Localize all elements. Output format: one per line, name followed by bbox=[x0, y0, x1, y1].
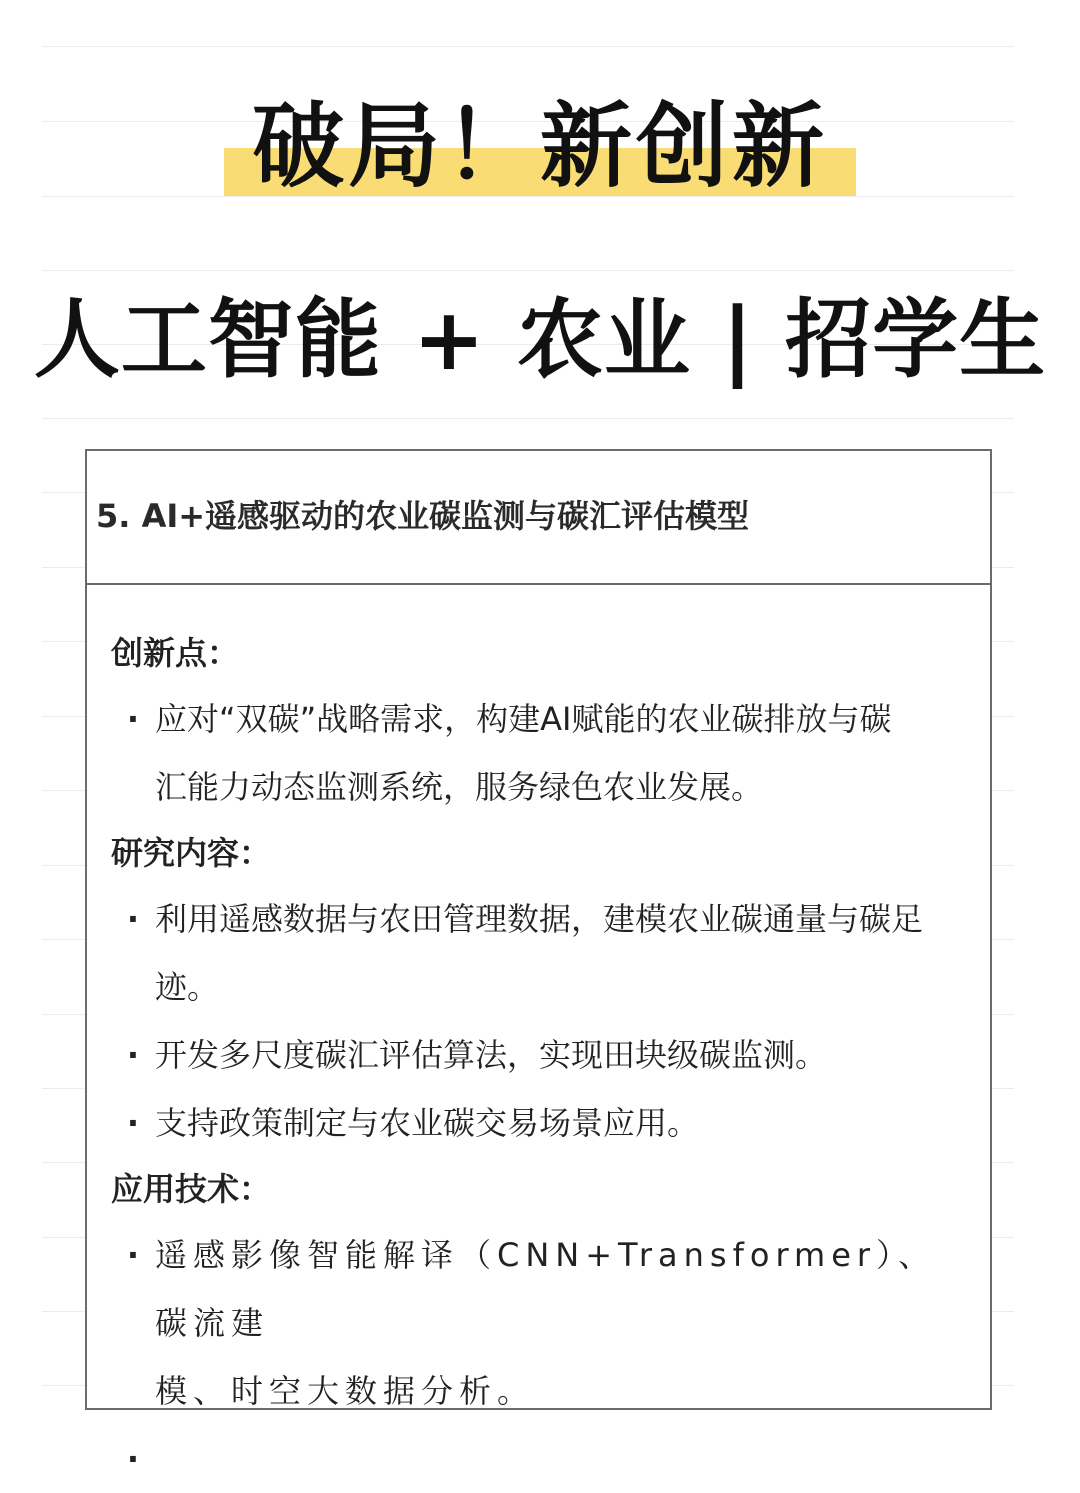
bullet-dot: · bbox=[126, 1104, 140, 1142]
bullet-item bbox=[111, 685, 970, 821]
bullet-item bbox=[111, 1021, 970, 1089]
bullet-dot: · bbox=[126, 900, 140, 938]
section-applied-technology bbox=[111, 1157, 970, 1493]
section-heading: 研究内容： bbox=[111, 834, 272, 872]
headline-primary bbox=[0, 92, 1080, 202]
bullet-dot: · bbox=[126, 700, 140, 738]
bullet-text: 支持政策制定与农业碳交易场景应用。 bbox=[155, 1104, 700, 1142]
topic-card-body bbox=[87, 585, 990, 1493]
section-innovation bbox=[111, 621, 970, 821]
bullet-text: 利用遥感数据与农田管理数据，建模农业碳通量与碳足 迹。 bbox=[155, 900, 924, 1006]
bullet-text: 应对“双碳”战略需求，构建AI赋能的农业碳排放与碳 汇能力动态监测系统，服务绿色农业发展。 bbox=[155, 700, 892, 806]
section-heading: 应用技术： bbox=[111, 1170, 272, 1208]
section-heading: 创新点： bbox=[111, 634, 240, 672]
bullet-text bbox=[155, 1425, 970, 1493]
bullet-text: 开发多尺度碳汇评估算法，实现田块级碳监测。 bbox=[155, 1036, 828, 1074]
ruled-line bbox=[42, 270, 1014, 271]
headline-secondary: 人工智能 + 农业 | 招学生 bbox=[33, 290, 1047, 390]
topic-card bbox=[85, 449, 992, 1478]
bullet-item bbox=[111, 1221, 970, 1425]
headline-primary-text: 破局！新创新 bbox=[251, 93, 828, 200]
bullet-item bbox=[111, 1089, 970, 1157]
bullet-dot: · bbox=[126, 1036, 140, 1074]
bullet-item bbox=[111, 885, 970, 1021]
bullet-item bbox=[111, 1425, 970, 1493]
section-research-content bbox=[111, 821, 970, 1157]
bullet-dot: · bbox=[126, 1440, 140, 1478]
bullet-dot: · bbox=[126, 1236, 140, 1274]
topic-title: 5. AI+遥感驱动的农业碳监测与碳汇评估模型 bbox=[96, 497, 750, 535]
topic-card-header bbox=[87, 451, 990, 585]
ruled-line bbox=[42, 46, 1014, 47]
ruled-line bbox=[42, 418, 1014, 419]
bullet-text: 遥感影像智能解译（CNN+Transformer）、碳流建 模、时空大数据分析。 bbox=[155, 1236, 937, 1410]
